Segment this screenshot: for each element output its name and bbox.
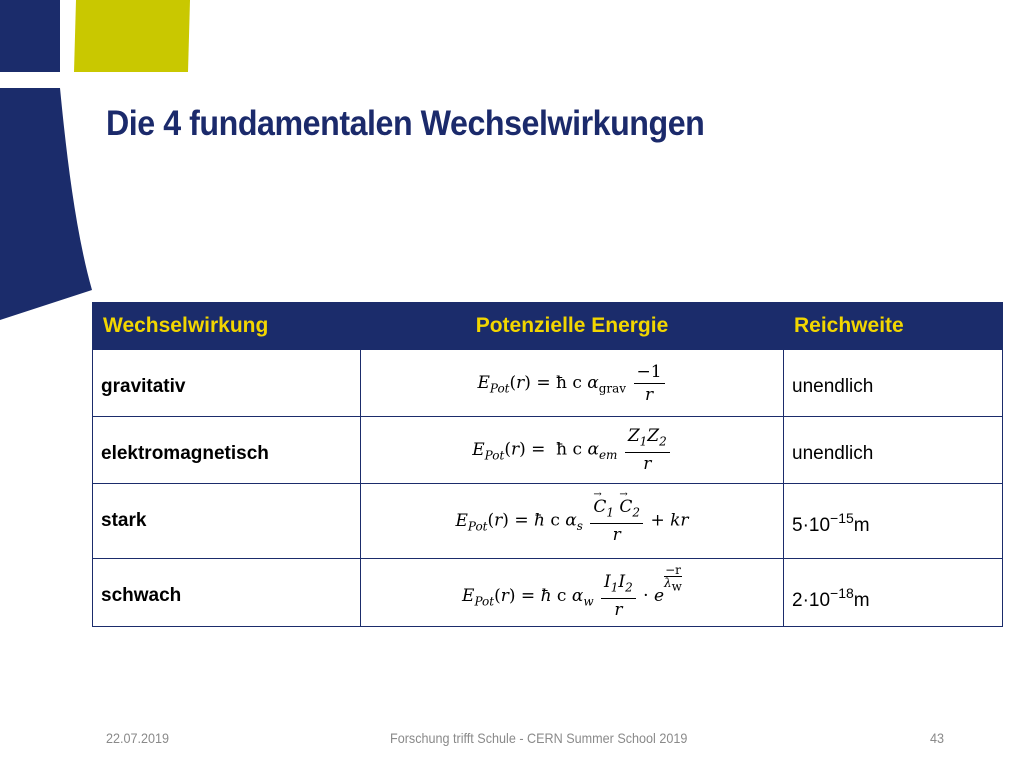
energy-formula: $E_{Pot}(r)$ = ħ c $\alpha_s$ → $\frac{C_1 \to C_2}{r}$ + kr <box>361 484 784 559</box>
energy-formula: $E_{Pot}(r)$ = ħ c $\alpha_w$ $\frac{I_1I_2}{r}$ · e $\frac{-r}{\lambda_w}$ <box>361 559 784 627</box>
range-value: unendlich <box>784 417 1003 484</box>
interaction-name: elektromagnetisch <box>93 417 361 484</box>
interactions-table <box>92 302 1003 627</box>
interaction-name: schwach <box>93 559 361 627</box>
interaction-name: stark <box>93 484 361 559</box>
page-number: 43 <box>930 730 945 746</box>
table-header-row <box>93 303 1003 350</box>
range-value: $5\cdot 10^{-15}m$ <box>784 484 1003 559</box>
energy-formula: $E_{Pot}(r)$ = ħ c $\alpha_{grav}$ $\frac{-1}{r}$ <box>361 350 784 417</box>
yellow-block <box>74 0 190 72</box>
header-energy: Potenzielle Energie <box>361 303 784 350</box>
table-row <box>93 484 1003 559</box>
footer-date: 22.07.2019 <box>106 730 170 746</box>
navy-curve <box>0 88 92 320</box>
energy-formula: $E_{Pot}(r)$ = ħ c $\alpha_{em}$ $\frac{Z_1Z_2}{r}$ <box>361 417 784 484</box>
table-row <box>93 417 1003 484</box>
corner-logo-graphic <box>0 0 200 330</box>
table-row <box>93 559 1003 627</box>
header-range: Reichweite <box>784 303 1003 350</box>
interaction-name: gravitativ <box>93 350 361 417</box>
header-interaction: Wechselwirkung <box>93 303 361 350</box>
range-value: unendlich <box>784 350 1003 417</box>
table-row <box>93 350 1003 417</box>
range-value: $2\cdot 10^{-18}m$ <box>784 559 1003 627</box>
footer-title: Forschung trifft Schule - CERN Summer School 2019 <box>390 730 688 746</box>
slide-title: Die 4 fundamentalen Wechselwirkungen <box>106 104 705 143</box>
navy-block <box>0 0 60 72</box>
